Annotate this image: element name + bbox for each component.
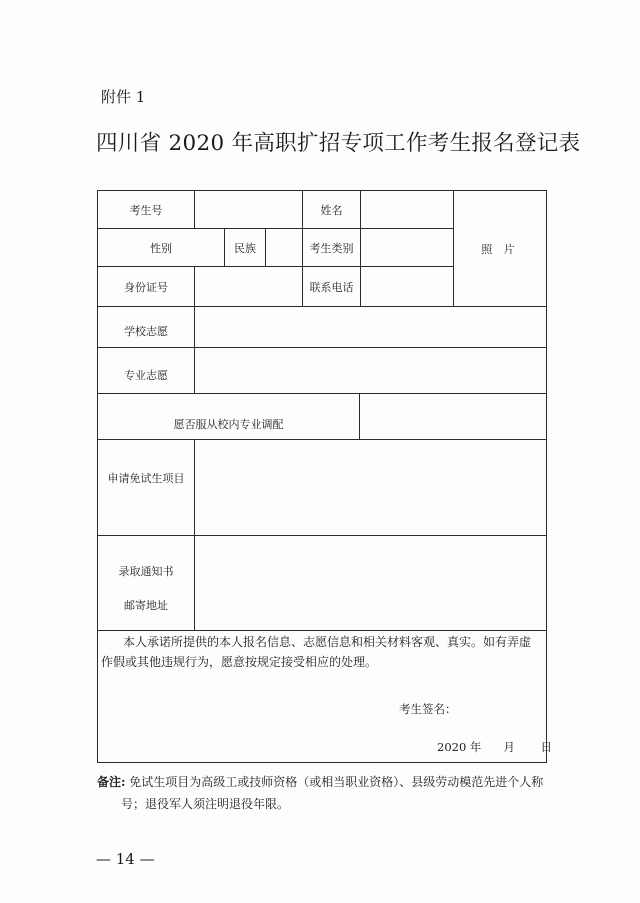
major-choice-label: 专业志愿 [124,368,168,382]
category-label: 考生类别 [309,241,354,255]
remark-text-2: 号；退役军人须注明退役年限。 [121,797,290,811]
ethnicity-field[interactable] [266,229,302,266]
school-choice-field[interactable] [195,307,546,347]
gender-label: 性别 [150,241,172,255]
phone-label: 联系电话 [309,280,354,294]
school-choice-label: 学校志愿 [124,325,168,338]
name-field[interactable] [361,191,453,228]
pledge-text: 本人承诺所提供的本人报名信息、志愿信息和相关材料客观、真实。如有弄虚作假或其他违规行为，愿意按规定接受相应的处理。 [101,635,532,669]
admission-label-2: 邮寄地址 [124,599,168,612]
photo-box[interactable]: 照 片 [481,242,519,256]
remark-label: 备注: [97,775,126,789]
ethnicity-label: 民族 [234,241,256,255]
remark-text: 免试生项目为高级工或技师资格（或相当职业资格）、县级劳动模范先进个人称 [129,775,544,789]
rule [97,630,547,631]
signature-label: 考生签名： [399,702,457,716]
date-line [437,739,552,755]
registration-form [97,190,552,763]
exempt-field[interactable] [195,440,546,535]
category-field[interactable] [361,229,453,266]
page-title: 四川省 2020 年高职扩招专项工作考生报名登记表 [96,131,581,156]
exam-no-field[interactable] [195,191,302,228]
id-field[interactable] [195,267,302,306]
name-label: 姓名 [320,203,343,217]
border-bottom [97,762,547,763]
remark [97,771,552,815]
admission-label-1: 录取通知书 [118,565,174,578]
phone-field[interactable] [361,267,453,306]
admission-address-field[interactable] [195,536,546,630]
date-month: 月 [503,740,515,754]
border-right [546,190,547,763]
adjust-field[interactable] [360,394,546,439]
adjust-label: 愿否服从校内专业调配 [173,417,284,431]
attachment-label: 附件 1 [101,88,146,106]
id-label: 身份证号 [124,280,168,294]
exam-no-label: 考生号 [129,203,163,217]
date-day: 日 [540,740,552,754]
page-number: — 14 — [96,850,155,868]
date-year: 2020 年 [437,740,482,754]
major-choice-field[interactable] [195,348,546,393]
exempt-label: 申请免试生项目 [107,471,185,485]
